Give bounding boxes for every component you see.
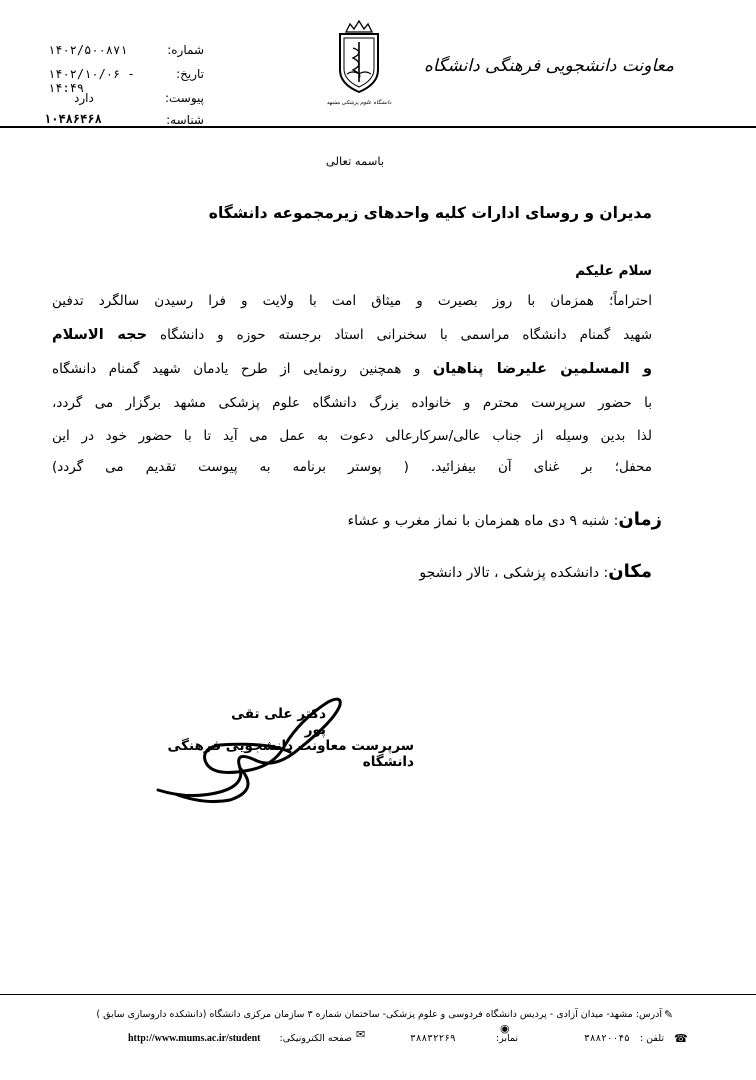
body-line-2-text: شهید گمنام دانشگاه مراسمی با سخنرانی استاد برجسته حوزه و دانشگاه [160,327,653,343]
department-title: معاونت دانشجویی فرهنگی دانشگاه [423,56,674,76]
body-line-3 [52,361,652,377]
header-divider [0,126,756,128]
attachment-label: پیوست: [164,91,204,105]
body-line-1: احتراماً؛ همزمان با روز بصیرت و میثاق امت با ولایت و فرا رسیدن سالگرد تدفین [52,293,652,309]
website-label: صفحه الکترونیکی: [279,1033,352,1044]
id-label: شناسه: [166,113,204,127]
time-value: : شنبه ۹ دی ماه همزمان با نماز مغرب و عشاء [347,513,619,529]
website-link[interactable]: http://www.mums.ac.ir/student [128,1033,261,1044]
bold-title-phrase: حجه الاسلام [52,327,148,343]
signer-title: سرپرست معاونت دانشجویی فرهنگی دانشگاه [167,738,414,770]
body-line-3-text: و همچنین رونمایی از طرح یادمان شهید گمنام دانشگاه [52,361,421,377]
phone-number: ۳۸۸۲۰۰۴۵ [584,1033,630,1044]
recipient-line: مدیران و روسای ادارات کلیه واحدهای زیرمجموعه دانشگاه [208,204,652,222]
id-value: ۱۰۴۸۶۴۶۸ [44,112,102,126]
attachment-value: دارد [74,91,94,105]
greeting: سلام علیکم [575,263,652,279]
date-value: ۱۴۰۲/۱۰/۰۶ - ۱۴:۴۹ [48,67,135,95]
speaker-name: و المسلمین علیرضا پناهیان [432,361,652,377]
event-place [252,561,652,582]
fax-number: ۳۸۸۳۲۲۶۹ [410,1033,456,1044]
time-label: زمان [618,509,662,530]
body-line-5: لذا بدین وسیله از جناب عالی/سرکارعالی دعوت به عمل می آید تا با حضور خود در این [52,428,652,444]
phone-icon: ☎ [674,1032,688,1045]
footer-address: آدرس: مشهد- میدان آزادی - پردیس دانشگاه فردوسی و علوم پزشکی- ساختمان شماره ۳ سازمان مرکزی دانشگاه (دانشکده داروسازی سابق ) [96,1009,662,1020]
footer-divider [0,994,756,995]
body-line-6: محفل؛ بر غنای آن بیفزائید. ( پوستر برنامه به پیوست تقدیم می گردد) [52,459,652,475]
phone-label: تلفن : [639,1033,664,1044]
number-value: ۱۴۰۲/۵۰۰۸۷۱ [48,43,128,57]
place-label: مکان [608,561,652,582]
location-icon: ✎ [664,1008,674,1021]
place-value: : دانشکده پزشکی ، تالار دانشجو [419,565,609,581]
web-icon: ✉ [356,1028,366,1041]
number-label: شماره: [167,43,204,57]
event-time [102,509,662,530]
fax-icon: ◉ [500,1022,510,1035]
date-label: تاریخ: [176,67,204,81]
body-line-2 [52,327,652,343]
basmala: باسمه تعالی [325,154,385,168]
university-logo [326,18,392,108]
body-line-4: با حضور سرپرست محترم و خانواده بزرگ دانشگاه علوم پزشکی مشهد برگزار می گردد، [52,395,652,411]
logo-caption: دانشگاه علوم پزشکی مشهد [326,100,392,106]
fax-label: نمابر: [495,1033,518,1044]
signer-name: دکتر علی تقی پور [231,706,326,738]
